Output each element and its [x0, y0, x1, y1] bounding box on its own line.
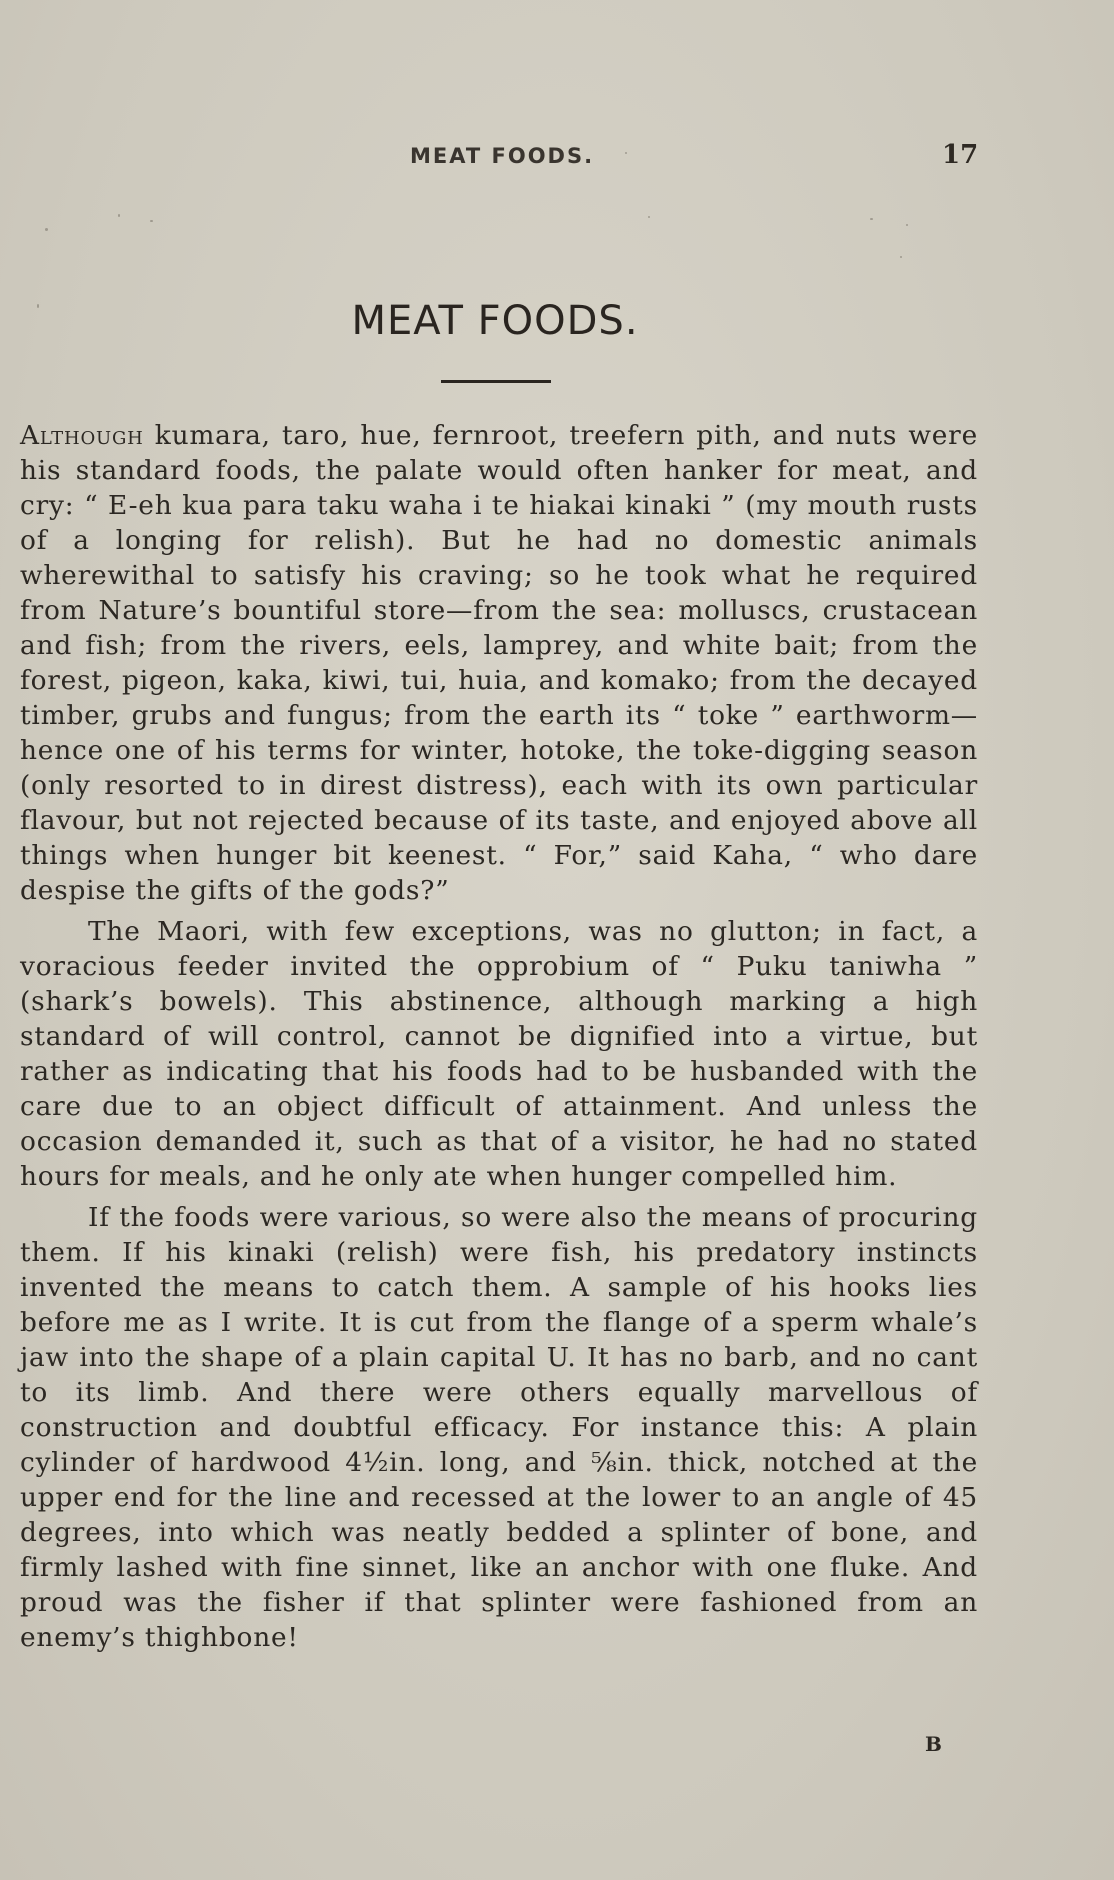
chapter-title: MEAT FOODS.: [351, 298, 639, 344]
paper-speck: [870, 218, 873, 220]
paper-speck: [648, 216, 650, 218]
paper-speck: [900, 256, 902, 258]
paper-speck: [118, 214, 120, 217]
paragraph-2: The Maori, with few exceptions, was no glutton; in fact, a voracious feeder invited the opprobium of “ Puku taniwha ” (shark’s bowels). This abstinence, although marking a high standard of will control, cannot be dignified into a virtue, but rather as indicating that his foods had to be husbanded with the care due to an object difficult of attainment. And unless the occasion demanded it, such as that of a visitor, he had no stated hours for meals, and he only ate when hunger compelled him.: [20, 916, 978, 1192]
paper-speck: [37, 304, 39, 308]
title-rule: [441, 380, 551, 383]
paragraph-lead-word: Although: [20, 420, 144, 451]
paper-speck: [625, 152, 627, 154]
paragraph-text: kumara, taro, hue, fernroot, treefern pith, and nuts were his standard foods, the palate would often hanker for meat, and cry: “ E-eh kua para taku waha i te hiakai kinaki ” (my mouth rusts of a longing for relish). But he had no domestic animals wherewithal to satisfy his craving; so he took what he required from Nature’s bountiful store—from the sea: molluscs, crustacean and fish; from the rivers, eels, lamprey, and white bait; from the forest, pigeon, kaka, kiwi, tui, huia, and komako; from the decayed timber, grubs and fungus; from the earth its “ toke ” earthworm—hence one of his terms for winter, hotoke, the toke-digging season (only resorted to in direst distress), each with its own particular flavour, but not rejected because of its taste, and enjoyed above all things when hunger bit keenest. “ For,” said Kaha, “ who dare despise the gifts of the gods?”: [20, 420, 978, 906]
paper-speck: [906, 224, 908, 226]
running-head: [0, 140, 1114, 174]
page-number: 17: [942, 140, 979, 170]
paper-speck: [45, 228, 48, 231]
body-text: [20, 418, 978, 1661]
running-title: MEAT FOODS.: [410, 144, 595, 168]
paragraph-1: [20, 418, 978, 908]
paragraph-3: If the foods were various, so were also the means of procuring them. If his kinaki (relish) were fish, his predatory instincts invented the means to catch them. A sample of his hooks lies before me as I write. It is cut from the flange of a sperm whale’s jaw into the shape of a plain capital U. It has no barb, and no cant to its limb. And there were others equally marvellous of construction and doubtful efficacy. For instance this: A plain cylinder of hardwood 4½in. long, and ⅝in. thick, notched at the upper end for the line and recessed at the lower to an angle of 45 degrees, into which was neatly bedded a splinter of bone, and firmly lashed with fine sinnet, like an anchor with one fluke. And proud was the fisher if that splinter were fashioned from an enemy’s thighbone!: [20, 1202, 978, 1653]
signature-mark: B: [925, 1732, 942, 1756]
paper-speck: [150, 220, 153, 222]
